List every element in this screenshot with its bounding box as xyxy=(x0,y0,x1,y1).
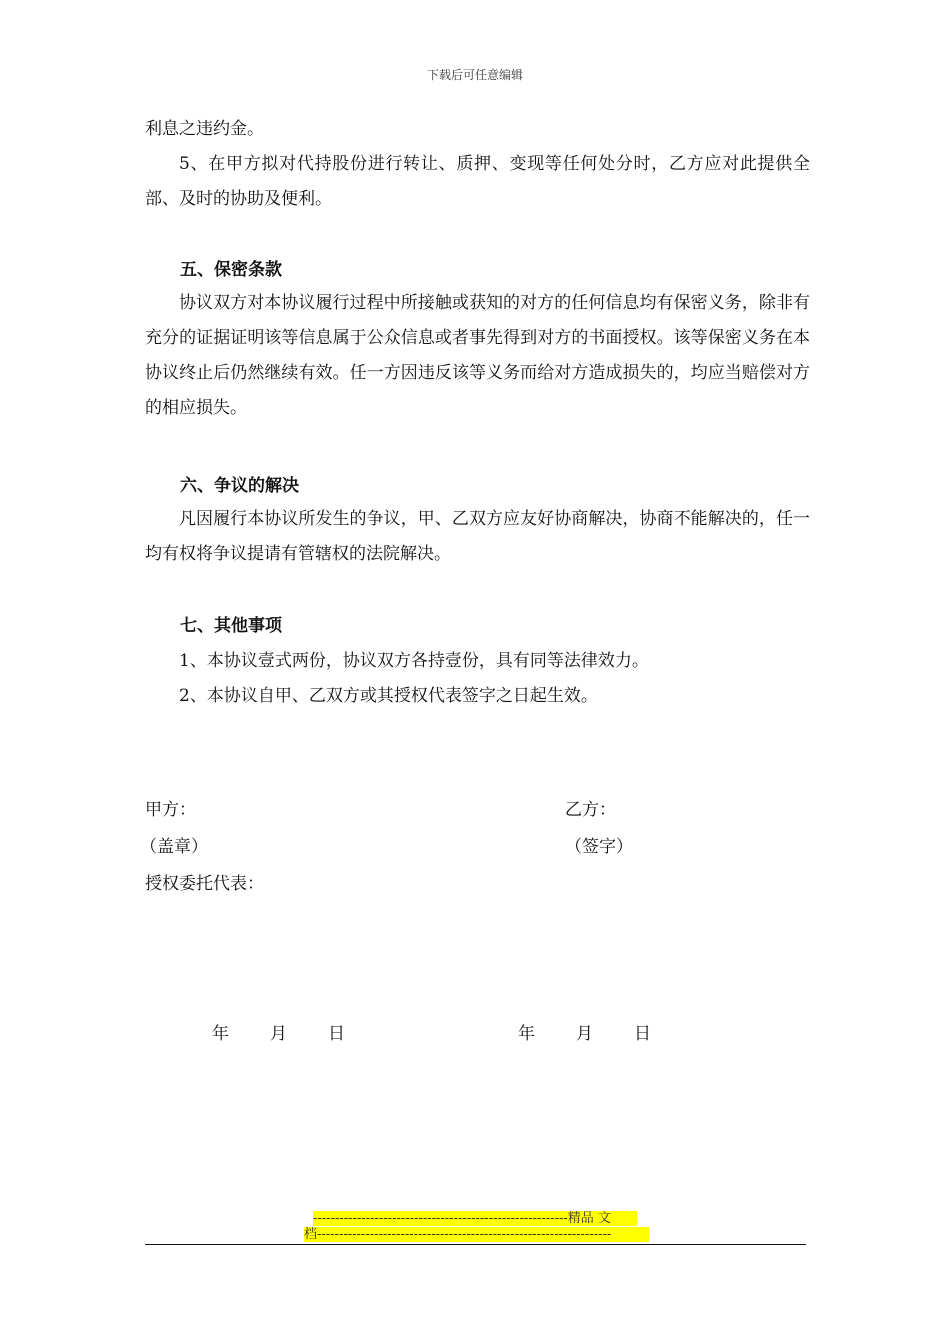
paragraph-continuation: 利息之违约金。 xyxy=(145,119,264,139)
party-a-representative: 授权委托代表： xyxy=(145,874,264,894)
section-6-body: 凡因履行本协议所发生的争议，甲、乙双方应友好协商解决，协商不能解决的，任一均有权将争议提请有管辖权的法院解决。 xyxy=(145,509,810,564)
clause-item-5: 5、在甲方拟对代持股份进行转让、质押、变现等任何处分时，乙方应对此提供全部、及时的协助及便利。 xyxy=(145,154,810,209)
section-7-title: 七、其他事项 xyxy=(180,616,282,636)
section-6-title: 六、争议的解决 xyxy=(180,476,299,496)
date-right-day: 日 xyxy=(634,1024,651,1044)
section-7-item-2: 2、本协议自甲、乙双方或其授权代表签字之日起生效。 xyxy=(179,686,598,706)
date-left-day: 日 xyxy=(328,1024,345,1044)
party-b-sign: （签字） xyxy=(565,837,633,857)
section-5-body: 协议双方对本协议履行过程中所接触或获知的对方的任何信息均有保密义务，除非有充分的证据证明该等信息属于公众信息或者事先得到对方的书面授权。该等保密义务在本协议终止后仍然继续有效。任一方因违反该等义务而给对方造成损失的，均应当赔偿对方的相应损失。 xyxy=(145,293,810,418)
footer-watermark-line-2: 档------------------------------------------------------------------- xyxy=(304,1227,649,1242)
section-5-title: 五、保密条款 xyxy=(180,260,282,280)
date-left-year: 年 xyxy=(212,1024,229,1044)
footer-divider xyxy=(145,1244,806,1245)
party-a-label: 甲方： xyxy=(145,800,196,820)
footer-watermark-line-1: ----------------------------------------------------------精品 文 xyxy=(313,1211,637,1226)
date-right-month: 月 xyxy=(576,1024,593,1044)
page-header-note: 下载后可任意编辑 xyxy=(426,68,523,82)
section-7-item-1: 1、本协议壹式两份，协议双方各持壹份，具有同等法律效力。 xyxy=(179,651,649,671)
date-left-month: 月 xyxy=(270,1024,287,1044)
party-a-seal: （盖章） xyxy=(140,837,208,857)
party-b-label: 乙方： xyxy=(565,800,616,820)
date-right-year: 年 xyxy=(518,1024,535,1044)
